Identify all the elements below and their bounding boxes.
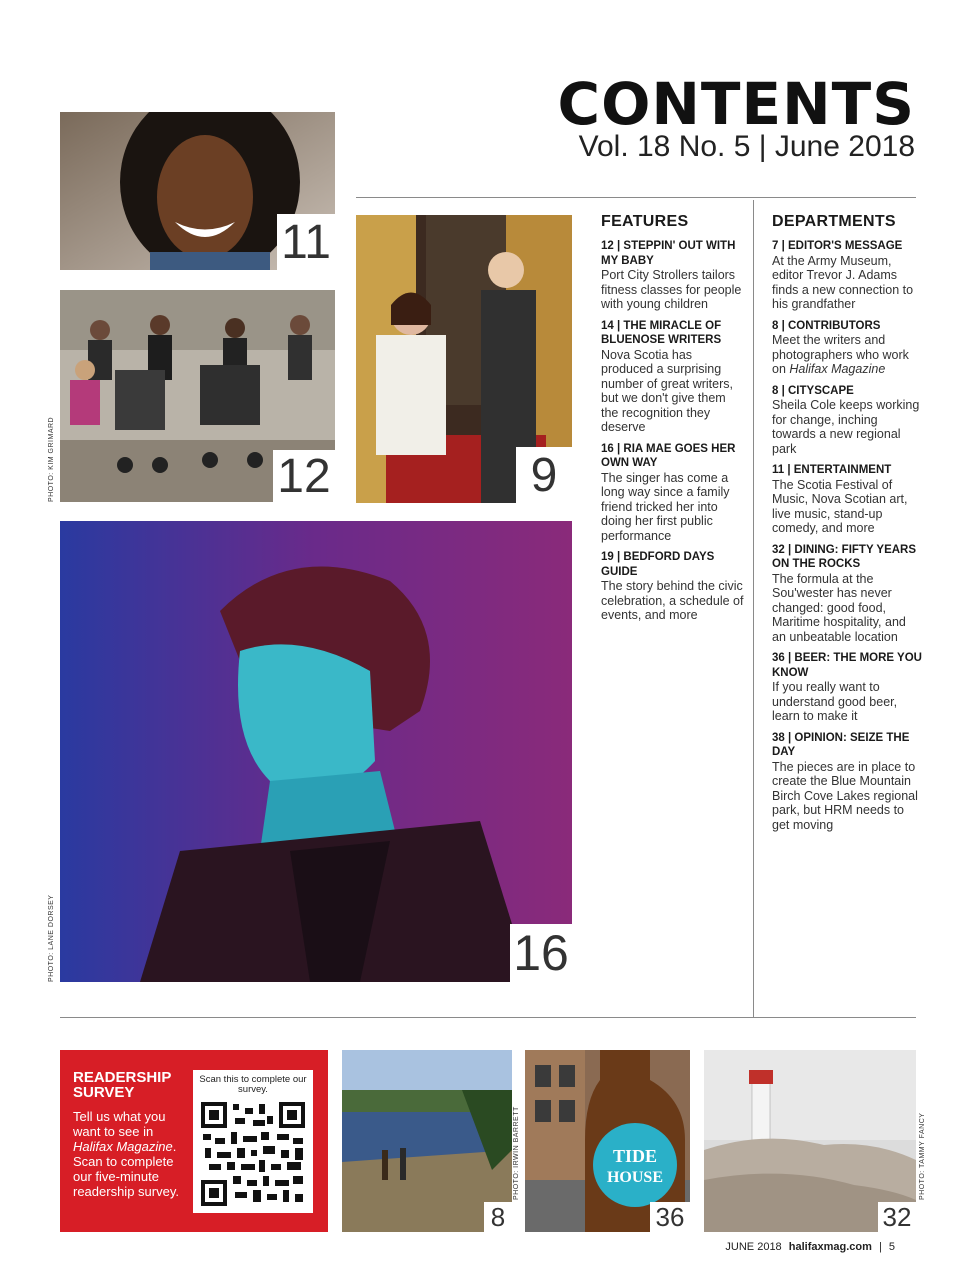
feature-entry[interactable] bbox=[601, 550, 746, 623]
department-description: The Scotia Festival of Music, Nova Scotian art, live music, stand-up comedy, and more bbox=[772, 477, 908, 535]
feature-description: Port City Strollers tailors fitness classes for people with young children bbox=[601, 268, 742, 311]
footer-separator: | bbox=[878, 1241, 882, 1253]
department-description: Sheila Cole keeps working for change, inching towards a new regional park bbox=[772, 398, 920, 456]
feature-description: Nova Scotia has produced a surprising number of great writers, but we don't give them the recognition they deserve bbox=[601, 347, 733, 434]
photo-strollers[interactable] bbox=[60, 290, 335, 502]
footer-month: JUNE 2018 bbox=[725, 1241, 782, 1253]
photo-tide-house-beer[interactable] bbox=[525, 1050, 690, 1232]
footer-page-number: 5 bbox=[888, 1241, 895, 1253]
qr-code-panel[interactable] bbox=[193, 1070, 313, 1213]
department-entry[interactable] bbox=[772, 319, 922, 377]
survey-heading-line1: READERSHIP bbox=[73, 1069, 172, 1086]
magazine-name: Halifax Magazine bbox=[73, 1139, 173, 1154]
survey-text-after: . Scan to complete our five-minute readership survey. bbox=[73, 1139, 179, 1199]
beer-label-line2: HOUSE bbox=[606, 1169, 664, 1186]
department-title: 32 | DINING: FIFTY YEARS ON THE ROCKS bbox=[772, 543, 917, 570]
department-entry[interactable] bbox=[772, 543, 922, 645]
feature-title: 16 | RIA MAE GOES HER OWN WAY bbox=[601, 442, 736, 469]
photo-credit: PHOTO: LANE DORSEY bbox=[48, 894, 55, 982]
qr-caption: Scan this to complete our survey. bbox=[199, 1074, 307, 1095]
page-number-badge: 11 bbox=[277, 214, 335, 270]
photo-bluenose-writers[interactable] bbox=[356, 215, 572, 503]
department-description: The pieces are in place to create the Blue Mountain Birch Cove Lakes regional park, but HRM needs to get moving bbox=[772, 759, 918, 832]
feature-description: The story behind the civic celebration, a schedule of events, and more bbox=[601, 579, 744, 622]
department-title: 38 | OPINION: SEIZE THE DAY bbox=[772, 731, 910, 758]
department-entry[interactable] bbox=[772, 384, 922, 457]
department-description: If you really want to understand good beer, learn to make it bbox=[772, 680, 898, 723]
photo-credit: PHOTO: TAMMY FANCY bbox=[919, 1112, 926, 1200]
survey-heading bbox=[73, 1070, 193, 1100]
department-title: 8 | CONTRIBUTORS bbox=[772, 319, 881, 332]
ria-mae-portrait-image bbox=[60, 521, 572, 982]
page-number-badge: 36 bbox=[650, 1202, 690, 1232]
survey-heading-line2: SURVEY bbox=[73, 1084, 135, 1101]
department-description bbox=[772, 333, 922, 377]
feature-entry[interactable] bbox=[601, 442, 746, 544]
department-title: 7 | EDITOR'S MESSAGE bbox=[772, 240, 903, 252]
readership-survey-box[interactable] bbox=[60, 1050, 328, 1232]
photo-credit: PHOTO: KIM GRIMARD bbox=[48, 416, 55, 502]
issue-info: Vol. 18 No. 5 | June 2018 bbox=[578, 130, 915, 163]
page-title: CONTENTS bbox=[557, 70, 915, 138]
beer-label-line1: TIDE bbox=[612, 1146, 658, 1166]
page-number-badge: 12 bbox=[273, 450, 335, 502]
department-entry[interactable] bbox=[772, 239, 922, 312]
photo-credit: PHOTO: IRWIN BARRETT bbox=[513, 1106, 520, 1200]
department-title: 11 | ENTERTAINMENT bbox=[772, 464, 892, 476]
department-title: 8 | CITYSCAPE bbox=[772, 384, 854, 397]
page-number-badge: 8 bbox=[484, 1202, 512, 1232]
feature-title: 19 | BEDFORD DAYS GUIDE bbox=[601, 551, 715, 578]
page-number-badge: 32 bbox=[878, 1202, 916, 1232]
features-column bbox=[601, 213, 746, 630]
qr-code-icon bbox=[201, 1102, 305, 1206]
feature-entry[interactable] bbox=[601, 319, 746, 435]
departments-column bbox=[772, 213, 922, 839]
features-heading: FEATURES bbox=[601, 213, 689, 230]
department-entry[interactable] bbox=[772, 731, 922, 833]
feature-title: 14 | THE MIRACLE OF BLUENOSE WRITERS bbox=[601, 319, 722, 346]
feature-entry[interactable] bbox=[601, 239, 746, 312]
footer-site[interactable]: halifaxmag.com bbox=[788, 1241, 872, 1253]
photo-entertainment[interactable] bbox=[60, 112, 335, 270]
department-description: At the Army Museum, editor Trevor J. Adams finds a new connection to his grandfather bbox=[772, 253, 914, 311]
department-title: 36 | BEER: THE MORE YOU KNOW bbox=[772, 652, 922, 679]
survey-text-block bbox=[73, 1070, 193, 1199]
bottom-rule bbox=[60, 1017, 916, 1018]
photo-ria-mae[interactable] bbox=[60, 521, 572, 982]
survey-text bbox=[73, 1109, 193, 1199]
magazine-name: Halifax Magazine bbox=[789, 362, 886, 376]
feature-title: 12 | STEPPIN' OUT WITH MY BABY bbox=[601, 240, 736, 267]
column-divider bbox=[753, 200, 754, 1017]
feature-description: The singer has come a long way since a family friend tricked her into doing her first public performance bbox=[601, 470, 730, 543]
department-description: The formula at the Sou'wester has never changed: good food, Maritime hospitality, and an unbeatable location bbox=[772, 571, 906, 644]
page-footer bbox=[725, 1241, 895, 1253]
photo-blue-mountain[interactable] bbox=[342, 1050, 512, 1232]
department-entry[interactable] bbox=[772, 651, 922, 724]
header-rule bbox=[356, 197, 916, 198]
department-entry[interactable] bbox=[772, 463, 922, 536]
page-number-badge: 16 bbox=[510, 924, 572, 982]
photo-peggys-cove[interactable] bbox=[704, 1050, 916, 1232]
page-number-badge: 9 bbox=[516, 447, 572, 503]
departments-heading: DEPARTMENTS bbox=[772, 213, 896, 230]
department-description-text: Meet the writers and photographers who work on bbox=[772, 333, 909, 376]
survey-text-before: Tell us what you want to see in bbox=[73, 1109, 166, 1139]
